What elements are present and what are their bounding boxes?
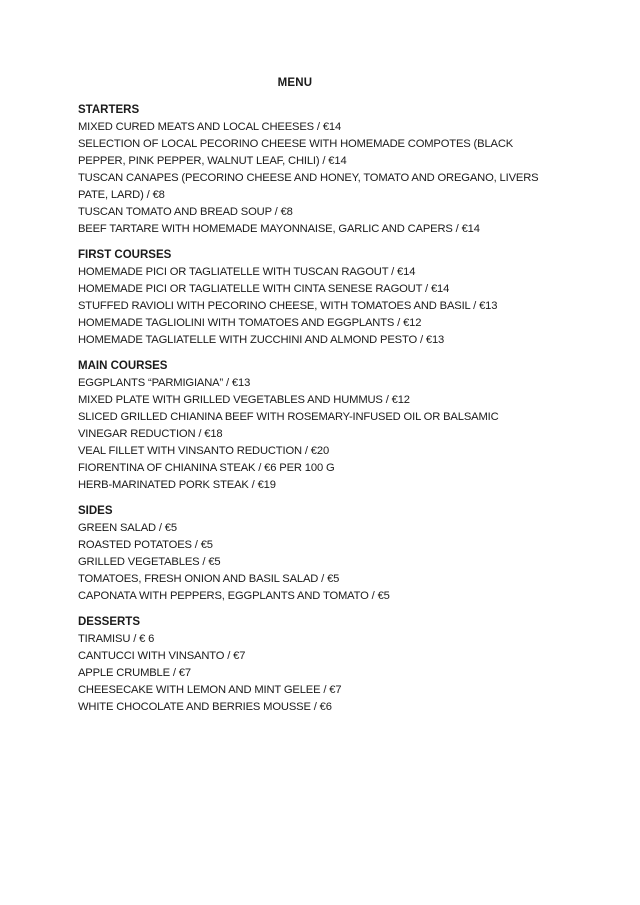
menu-item-line: HOMEMADE PICI OR TAGLIATELLE WITH TUSCAN RAGOUT / €14 xyxy=(78,266,416,278)
section-heading: DESSERTS xyxy=(78,616,140,628)
menu-section xyxy=(78,358,598,494)
menu-item xyxy=(78,631,598,648)
menu-item xyxy=(78,588,598,605)
menu-item xyxy=(78,409,598,443)
menu-item-line: TOMATOES, FRESH ONION AND BASIL SALAD / €5 xyxy=(78,573,340,585)
menu-item-line: CHEESECAKE WITH LEMON AND MINT GELEE / €7 xyxy=(78,684,342,696)
menu-item-line: FIORENTINA OF CHIANINA STEAK / €6 PER 100 G xyxy=(78,462,335,474)
menu-item xyxy=(78,281,598,298)
menu-item xyxy=(78,170,598,204)
menu-title: MENU xyxy=(277,77,313,89)
menu-item xyxy=(78,460,598,477)
menu-item xyxy=(78,221,598,238)
menu-item-line: SLICED GRILLED CHIANINA BEEF WITH ROSEMARY-INFUSED OIL OR BALSAMIC xyxy=(78,411,499,423)
menu-item-line: MIXED CURED MEATS AND LOCAL CHEESES / €14 xyxy=(78,121,342,133)
menu-item xyxy=(78,264,598,281)
menu-item xyxy=(78,119,598,136)
menu-item xyxy=(78,477,598,494)
menu-item xyxy=(78,315,598,332)
menu-item-line: TUSCAN TOMATO AND BREAD SOUP / €8 xyxy=(78,206,293,218)
menu-section xyxy=(78,102,598,238)
menu-item xyxy=(78,375,598,392)
section-heading: MAIN COURSES xyxy=(78,360,168,372)
menu-item xyxy=(78,648,598,665)
menu-item xyxy=(78,204,598,221)
menu-item xyxy=(78,537,598,554)
menu-item-line: WHITE CHOCOLATE AND BERRIES MOUSSE / €6 xyxy=(78,701,332,713)
menu-item xyxy=(78,443,598,460)
menu-item-line: PEPPER, PINK PEPPER, WALNUT LEAF, CHILI) / €14 xyxy=(78,155,347,167)
menu-item xyxy=(78,665,598,682)
menu-item-line: BEEF TARTARE WITH HOMEMADE MAYONNAISE, GARLIC AND CAPERS / €14 xyxy=(78,223,480,235)
menu-item-line: EGGPLANTS “PARMIGIANA” / €13 xyxy=(78,377,251,389)
menu-item xyxy=(78,554,598,571)
menu-body xyxy=(78,102,598,725)
menu-item xyxy=(78,520,598,537)
menu-item-line: GREEN SALAD / €5 xyxy=(78,522,177,534)
menu-item-line: SELECTION OF LOCAL PECORINO CHEESE WITH HOMEMADE COMPOTES (BLACK xyxy=(78,138,514,150)
menu-item xyxy=(78,682,598,699)
menu-section xyxy=(78,614,598,716)
section-heading: SIDES xyxy=(78,505,113,517)
menu-item xyxy=(78,332,598,349)
menu-item-line: ROASTED POTATOES / €5 xyxy=(78,539,213,551)
menu-item-line: HOMEMADE TAGLIOLINI WITH TOMATOES AND EGGPLANTS / €12 xyxy=(78,317,422,329)
menu-section xyxy=(78,247,598,349)
menu-item-line: CANTUCCI WITH VINSANTO / €7 xyxy=(78,650,246,662)
menu-item xyxy=(78,392,598,409)
menu-item-line: CAPONATA WITH PEPPERS, EGGPLANTS AND TOMATO / €5 xyxy=(78,590,390,602)
menu-item-line: HERB-MARINATED PORK STEAK / €19 xyxy=(78,479,276,491)
menu-item-line: TUSCAN CANAPES (PECORINO CHEESE AND HONEY, TOMATO AND OREGANO, LIVERS xyxy=(78,172,539,184)
menu-item-line: VINEGAR REDUCTION / €18 xyxy=(78,428,223,440)
menu-item xyxy=(78,136,598,170)
menu-section xyxy=(78,503,598,605)
menu-item-line: GRILLED VEGETABLES / €5 xyxy=(78,556,221,568)
menu-item xyxy=(78,298,598,315)
menu-item-line: MIXED PLATE WITH GRILLED VEGETABLES AND HUMMUS / €12 xyxy=(78,394,410,406)
menu-item-line: TIRAMISU / € 6 xyxy=(78,633,155,645)
menu-item xyxy=(78,699,598,716)
menu-item-line: HOMEMADE TAGLIATELLE WITH ZUCCHINI AND ALMOND PESTO / €13 xyxy=(78,334,445,346)
menu-item-line: PATE, LARD) / €8 xyxy=(78,189,165,201)
menu-item-line: APPLE CRUMBLE / €7 xyxy=(78,667,191,679)
section-heading: STARTERS xyxy=(78,104,140,116)
menu-item-line: VEAL FILLET WITH VINSANTO REDUCTION / €20 xyxy=(78,445,330,457)
menu-item xyxy=(78,571,598,588)
menu-item-line: HOMEMADE PICI OR TAGLIATELLE WITH CINTA SENESE RAGOUT / €14 xyxy=(78,283,450,295)
menu-item-line: STUFFED RAVIOLI WITH PECORINO CHEESE, WITH TOMATOES AND BASIL / €13 xyxy=(78,300,498,312)
section-heading: FIRST COURSES xyxy=(78,249,172,261)
